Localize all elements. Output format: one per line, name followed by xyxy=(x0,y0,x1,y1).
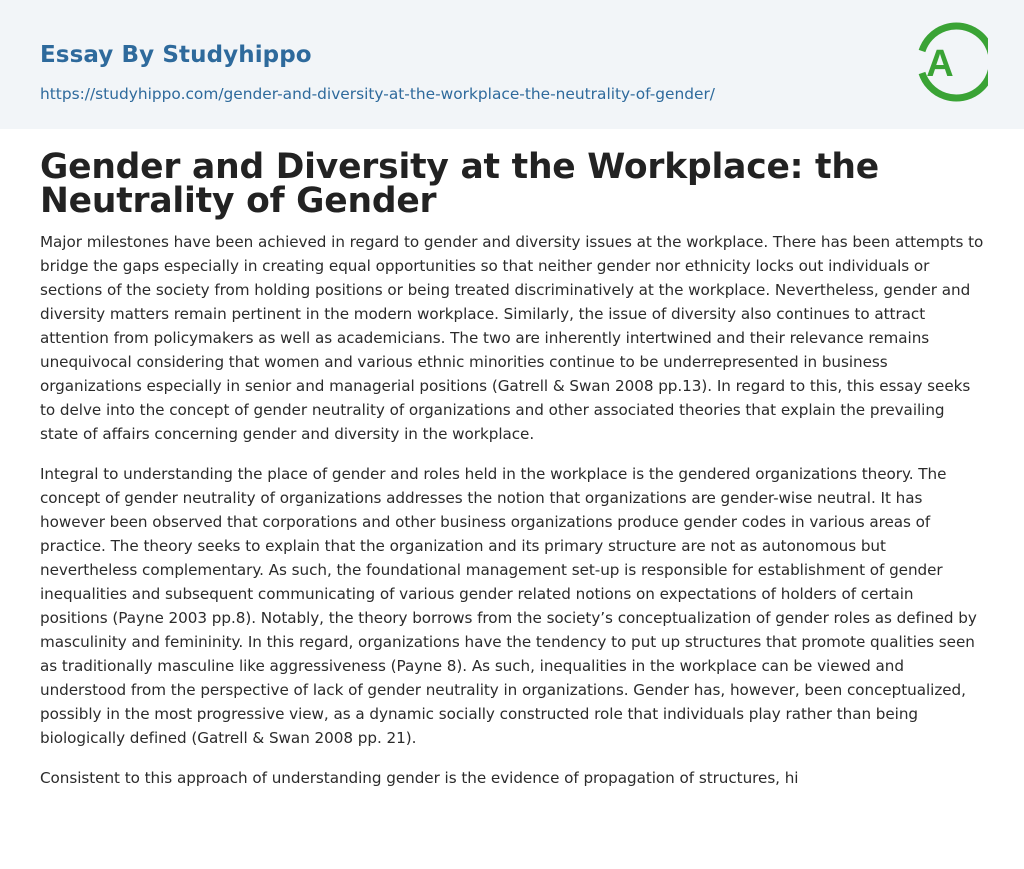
article-body xyxy=(40,147,985,790)
article-paragraph-1: Major milestones have been achieved in regard to gender and diversity issues at the workplace. There has been attempts to bridge the gaps especially in creating equal opportunities so that neither gender nor ethnicity locks out individuals or sections of the society from holding positions or being treated discriminatively at the workplace. Nevertheless, gender and diversity matters remain pertinent in the modern workplace. Similarly, the issue of diversity also continues to attract attention from policymakers as well as academicians. The two are inherently intertwined and their relevance remains unequivocal considering that women and various ethnic minorities continue to be underrepresented in business organizations especially in senior and managerial positions (Gatrell & Swan 2008 pp.13). In regard to this, this essay seeks to delve into the concept of gender neutrality of organizations and other associated theories that explain the prevailing state of affairs concerning gender and diversity in the workplace. xyxy=(40,233,984,443)
site-header xyxy=(0,0,1024,129)
source-url-link[interactable]: https://studyhippo.com/gender-and-diversity-at-the-workplace-the-neutrality-of-gender/ xyxy=(40,85,715,103)
article-paragraph-2: Integral to understanding the place of gender and roles held in the workplace is the gendered organizations theory. The concept of gender neutrality of organizations addresses the notion that organizations are gender-wise neutral. It has however been observed that corporations and other business organizations produce gender codes in various areas of practice. The theory seeks to explain that the organization and its primary structure are not as autonomous but nevertheless complementary. As such, the foundational management set-up is responsible for establishment of gender inequalities and subsequent communicating of various gender related notions on expectations of holders of certain positions (Payne 2003 pp.8). Notably, the theory borrows from the society’s conceptualization of gender roles as defined by masculinity and femininity. In this regard, organizations have the tendency to put up structures that promote qualities seen as traditionally masculine like aggressiveness (Payne 8). As such, inequalities in the workplace can be viewed and understood from the perspective of lack of gender neutrality in organizations. Gender has, however, been conceptualized, possibly in the most progressive view, as a dynamic socially constructed role that individuals play rather than being biologically defined (Gatrell & Swan 2008 pp. 21). xyxy=(40,465,977,747)
article-paragraph-3: Consistent to this approach of understanding gender is the evidence of propagation of structures, hi xyxy=(40,769,799,787)
studyhippo-logo-icon[interactable] xyxy=(912,18,988,106)
article-title: Gender and Diversity at the Workplace: the Neutrality of Gender xyxy=(40,147,879,221)
logo-letter: A xyxy=(926,43,954,85)
site-brand[interactable]: Essay By Studyhippo xyxy=(40,42,312,68)
